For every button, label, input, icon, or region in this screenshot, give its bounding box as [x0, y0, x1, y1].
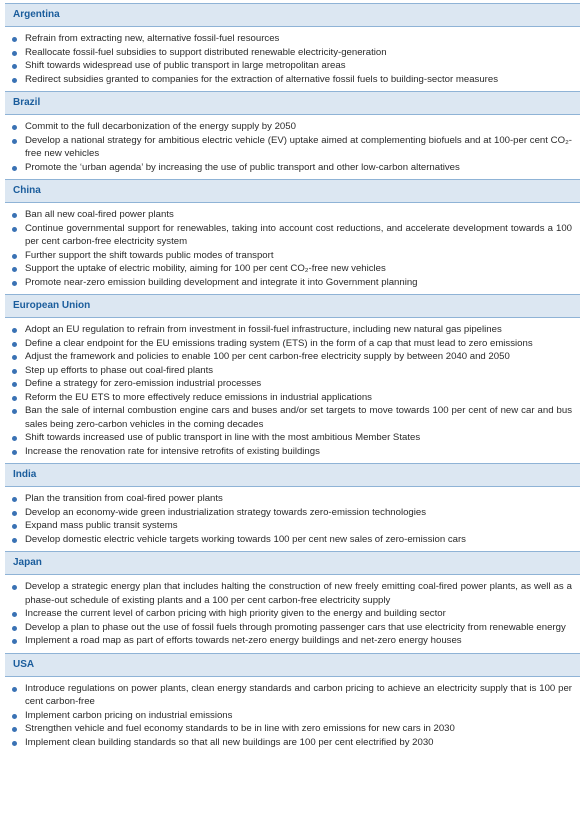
bullet-dot-icon	[12, 382, 17, 387]
bullet-dot-icon	[12, 714, 17, 719]
policy-text: Ban all new coal-fired power plants	[25, 209, 174, 220]
country-section-brazil	[5, 91, 580, 174]
country-heading: China	[5, 179, 580, 203]
policy-text: Step up efforts to phase out coal-fired plants	[25, 364, 214, 376]
policy-item	[5, 262, 580, 276]
bullet-dot-icon	[12, 687, 17, 692]
policy-item	[5, 682, 580, 709]
policy-item	[5, 276, 580, 290]
policy-item	[5, 404, 580, 431]
policy-item	[5, 506, 580, 520]
country-heading: India	[5, 463, 580, 487]
policy-text: Develop domestic electric vehicle targets working towards 100 per cent new sales of zero-emission cars	[25, 533, 466, 545]
policy-text: Adjust the framework and policies to enable 100 per cent carbon-free electricity supply by between 2040 and 2050	[25, 351, 510, 362]
policy-text: Reallocate fossil-fuel subsidies to support distributed renewable electricity-generation	[25, 46, 387, 58]
policy-list	[5, 208, 580, 289]
policy-text: Develop a plan to phase out the use of fossil fuels through promoting passenger cars that use electricity from renewable energy	[25, 621, 566, 633]
policy-item	[5, 120, 580, 134]
bullet-dot-icon	[12, 342, 17, 347]
policy-text: Define a strategy for zero-emission industrial processes	[25, 378, 262, 389]
country-section-china	[5, 179, 580, 289]
policy-text: Promote the ‘urban agenda’ by increasing the use of public transport and other low-carbon alternatives	[25, 161, 460, 173]
policy-item	[5, 59, 580, 73]
policy-list	[5, 120, 580, 174]
bullet-dot-icon	[12, 328, 17, 333]
policy-item	[5, 533, 580, 547]
country-section-european-union	[5, 294, 580, 458]
policy-item	[5, 377, 580, 391]
policy-item	[5, 222, 580, 249]
policy-item	[5, 580, 580, 607]
policy-item	[5, 73, 580, 87]
policy-item	[5, 323, 580, 337]
policy-item	[5, 607, 580, 621]
policy-item	[5, 134, 580, 161]
policy-item	[5, 431, 580, 445]
country-section-argentina	[5, 3, 580, 86]
bullet-dot-icon	[12, 281, 17, 286]
bullet-dot-icon	[12, 524, 17, 529]
bullet-dot-icon	[12, 267, 17, 272]
bullet-dot-icon	[12, 64, 17, 69]
bullet-dot-icon	[12, 436, 17, 441]
bullet-dot-icon	[12, 254, 17, 259]
bullet-dot-icon	[12, 227, 17, 232]
policy-text: Refrain from extracting new, alternative fossil-fuel resources	[25, 33, 280, 44]
bullet-dot-icon	[12, 396, 17, 401]
policy-text: Reform the EU ETS to more effectively reduce emissions in industrial applications	[25, 391, 372, 403]
policy-text: Implement carbon pricing on industrial emissions	[25, 709, 233, 721]
bullet-dot-icon	[12, 37, 17, 42]
policy-item	[5, 337, 580, 351]
policy-item	[5, 364, 580, 378]
country-section-usa	[5, 653, 580, 750]
policy-text: Develop a national strategy for ambitious electric vehicle (EV) uptake aimed at complementing biofuels and at 100-per cent CO₂-free new vehicles	[25, 134, 572, 159]
bullet-dot-icon	[12, 741, 17, 746]
country-heading: Argentina	[5, 3, 580, 27]
policy-list	[5, 492, 580, 546]
policy-text: Define a clear endpoint for the EU emissions trading system (ETS) in the form of a cap that must lead to zero emissions	[25, 337, 533, 349]
policy-text: Ban the sale of internal combustion engine cars and buses and/or set targets to move towards 100 per cent of new car and bus sales being zero-carbon vehicles in the coming decades	[25, 405, 572, 430]
country-heading: USA	[5, 653, 580, 677]
policy-item	[5, 722, 580, 736]
bullet-dot-icon	[12, 639, 17, 644]
policy-item	[5, 350, 580, 364]
bullet-dot-icon	[12, 139, 17, 144]
bullet-dot-icon	[12, 626, 17, 631]
policy-text: Promote near-zero emission building development and integrate it into Government planning	[25, 276, 418, 288]
country-heading: Japan	[5, 551, 580, 575]
bullet-dot-icon	[12, 125, 17, 130]
policy-text: Strengthen vehicle and fuel economy standards to be in line with zero emissions for new cars in 2030	[25, 723, 455, 734]
policy-text: Develop a strategic energy plan that includes halting the construction of new freely emitting coal-fired power plants, as well as a phase-out schedule of existing plants and a 100 per cent carbon-free electricity supply	[25, 581, 572, 606]
policy-item	[5, 519, 580, 533]
bullet-dot-icon	[12, 497, 17, 502]
policy-item	[5, 32, 580, 46]
policy-text: Continue governmental support for renewables, taking into account cost reductions, and accelerate development towards a 100 per cent carbon-free electricity system	[25, 222, 572, 247]
policy-document	[5, 3, 580, 749]
country-section-india	[5, 463, 580, 546]
country-heading: Brazil	[5, 91, 580, 115]
policy-list	[5, 580, 580, 648]
policy-text: Develop an economy-wide green industrialization strategy towards zero-emission technologies	[25, 506, 427, 518]
policy-text: Implement clean building standards so that all new buildings are 100 per cent electrified by 2030	[25, 736, 434, 748]
policy-item	[5, 249, 580, 263]
policy-item	[5, 634, 580, 648]
policy-text: Support the uptake of electric mobility, aiming for 100 per cent CO₂-free new vehicles	[25, 263, 386, 274]
policy-list	[5, 682, 580, 750]
bullet-dot-icon	[12, 450, 17, 455]
bullet-dot-icon	[12, 166, 17, 171]
policy-text: Implement a road map as part of efforts towards net-zero energy buildings and net-zero energy houses	[25, 635, 462, 646]
policy-text: Further support the shift towards public modes of transport	[25, 249, 274, 261]
bullet-dot-icon	[12, 78, 17, 83]
policy-text: Redirect subsidies granted to companies for the extraction of alternative fossil fuels to building-sector measures	[25, 73, 498, 85]
policy-item	[5, 621, 580, 635]
bullet-dot-icon	[12, 612, 17, 617]
bullet-dot-icon	[12, 51, 17, 56]
policy-item	[5, 46, 580, 60]
bullet-dot-icon	[12, 511, 17, 516]
policy-item	[5, 391, 580, 405]
policy-item	[5, 492, 580, 506]
policy-item	[5, 208, 580, 222]
policy-text: Shift towards increased use of public transport in line with the most ambitious Member States	[25, 432, 421, 443]
bullet-dot-icon	[12, 369, 17, 374]
policy-text: Expand mass public transit systems	[25, 520, 178, 531]
policy-text: Introduce regulations on power plants, clean energy standards and carbon pricing to achieve an electricity supply that is 100 per cent carbon-free	[25, 682, 572, 707]
bullet-dot-icon	[12, 727, 17, 732]
country-section-japan	[5, 551, 580, 648]
bullet-dot-icon	[12, 538, 17, 543]
policy-item	[5, 161, 580, 175]
bullet-dot-icon	[12, 213, 17, 218]
policy-text: Shift towards widespread use of public transport in large metropolitan areas	[25, 60, 346, 71]
policy-list	[5, 32, 580, 86]
bullet-dot-icon	[12, 409, 17, 414]
policy-text: Commit to the full decarbonization of the energy supply by 2050	[25, 121, 296, 132]
policy-text: Plan the transition from coal-fired power plants	[25, 493, 223, 504]
country-heading: European Union	[5, 294, 580, 318]
policy-item	[5, 709, 580, 723]
bullet-dot-icon	[12, 355, 17, 360]
policy-text: Increase the current level of carbon pricing with high priority given to the energy and building sector	[25, 608, 446, 619]
policy-item	[5, 445, 580, 459]
policy-list	[5, 323, 580, 458]
policy-item	[5, 736, 580, 750]
bullet-dot-icon	[12, 585, 17, 590]
policy-text: Increase the renovation rate for intensive retrofits of existing buildings	[25, 445, 320, 457]
policy-text: Adopt an EU regulation to refrain from investment in fossil-fuel infrastructure, including new natural gas pipelines	[25, 324, 502, 335]
